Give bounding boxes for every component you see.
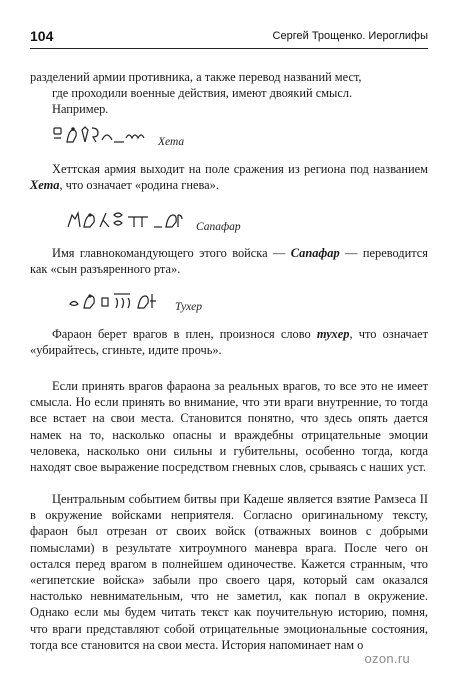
paragraph-1 bbox=[30, 69, 428, 118]
paragraph-text: Центральным событием битвы при Кадеше является взятие Рамзеса II в окружение войсками неприятеля. Согласно оригинальному тексту, фараон был отрезан от своих войск (отважных воинов с добрыми помыслами) в результате хитроумного маневра врага. После чего он остался перед врагом в полнейшем одиночестве. Кажется странным, что «египетские войска» забыли про своего царя, который сам оказался настолько невнимательным, что не заметил, как попал в окружение. Однако если мы будем читать текст как поучительную историю, помня, что враги представляют собой отрицательные эмоциональные состояния, тогда все становится на свои места. История напоминает нам о bbox=[30, 492, 428, 652]
hieroglyph-caption: Хета bbox=[158, 136, 185, 148]
paragraph-6 bbox=[30, 491, 428, 653]
hieroglyphs-tukher-icon bbox=[68, 290, 168, 312]
hieroglyphs-sapafar-icon bbox=[64, 209, 192, 231]
text-span: Фараон берет врагов в плен, произнося слово bbox=[52, 327, 317, 341]
text-line: разделений армии противника, а также перевод названий мест, bbox=[30, 70, 362, 84]
paragraph-4 bbox=[30, 326, 428, 358]
text-span: Хеттская армия выходит на поле сражения из региона под названием bbox=[52, 162, 428, 176]
page-header bbox=[30, 26, 428, 46]
term-highlight: Сапафар bbox=[290, 246, 340, 260]
running-title: Сергей Трощенко. Иероглифы bbox=[272, 30, 428, 42]
text-span: — переводится как «сын разъяренного рта». bbox=[30, 246, 428, 277]
text-span: Имя главнокомандующего этого войска — bbox=[52, 246, 291, 260]
watermark: ozon.ru bbox=[364, 651, 410, 666]
page-number: 104 bbox=[30, 28, 54, 44]
paragraph-text: Если принять врагов фараона за реальных врагов, то все это не имеет смысла. Но если принять во внимание, что эти враги внутренние, то тогда все встает на свои места. Становится понятно, что здесь опять дается намек на то, насколько опасны и враждебны отрицательные эмоции человека, насколько они сильны и губительны, особенно тогда, когда находят свое выражение посредством гневных слов, срываясь с наших уст. bbox=[30, 379, 428, 475]
paragraph-3 bbox=[30, 245, 428, 277]
text-span: , что означает «родина гнева». bbox=[59, 178, 219, 193]
paragraph-2 bbox=[30, 161, 428, 193]
hieroglyph-caption: Тухер bbox=[175, 301, 203, 313]
header-rule bbox=[30, 48, 428, 49]
text-line: Например. bbox=[52, 102, 109, 117]
text-line: где проходили военные действия, имеют двоякий смысл. bbox=[52, 86, 353, 101]
hieroglyphs-kheta-icon bbox=[52, 124, 152, 146]
paragraph-5 bbox=[30, 378, 428, 475]
term-highlight: Хета bbox=[30, 178, 60, 193]
text-span: , что означает «убирайтесь, сгиньте, идите прочь». bbox=[30, 327, 428, 358]
term-highlight: тухер bbox=[316, 327, 350, 341]
hieroglyph-caption: Сапафар bbox=[196, 221, 241, 233]
